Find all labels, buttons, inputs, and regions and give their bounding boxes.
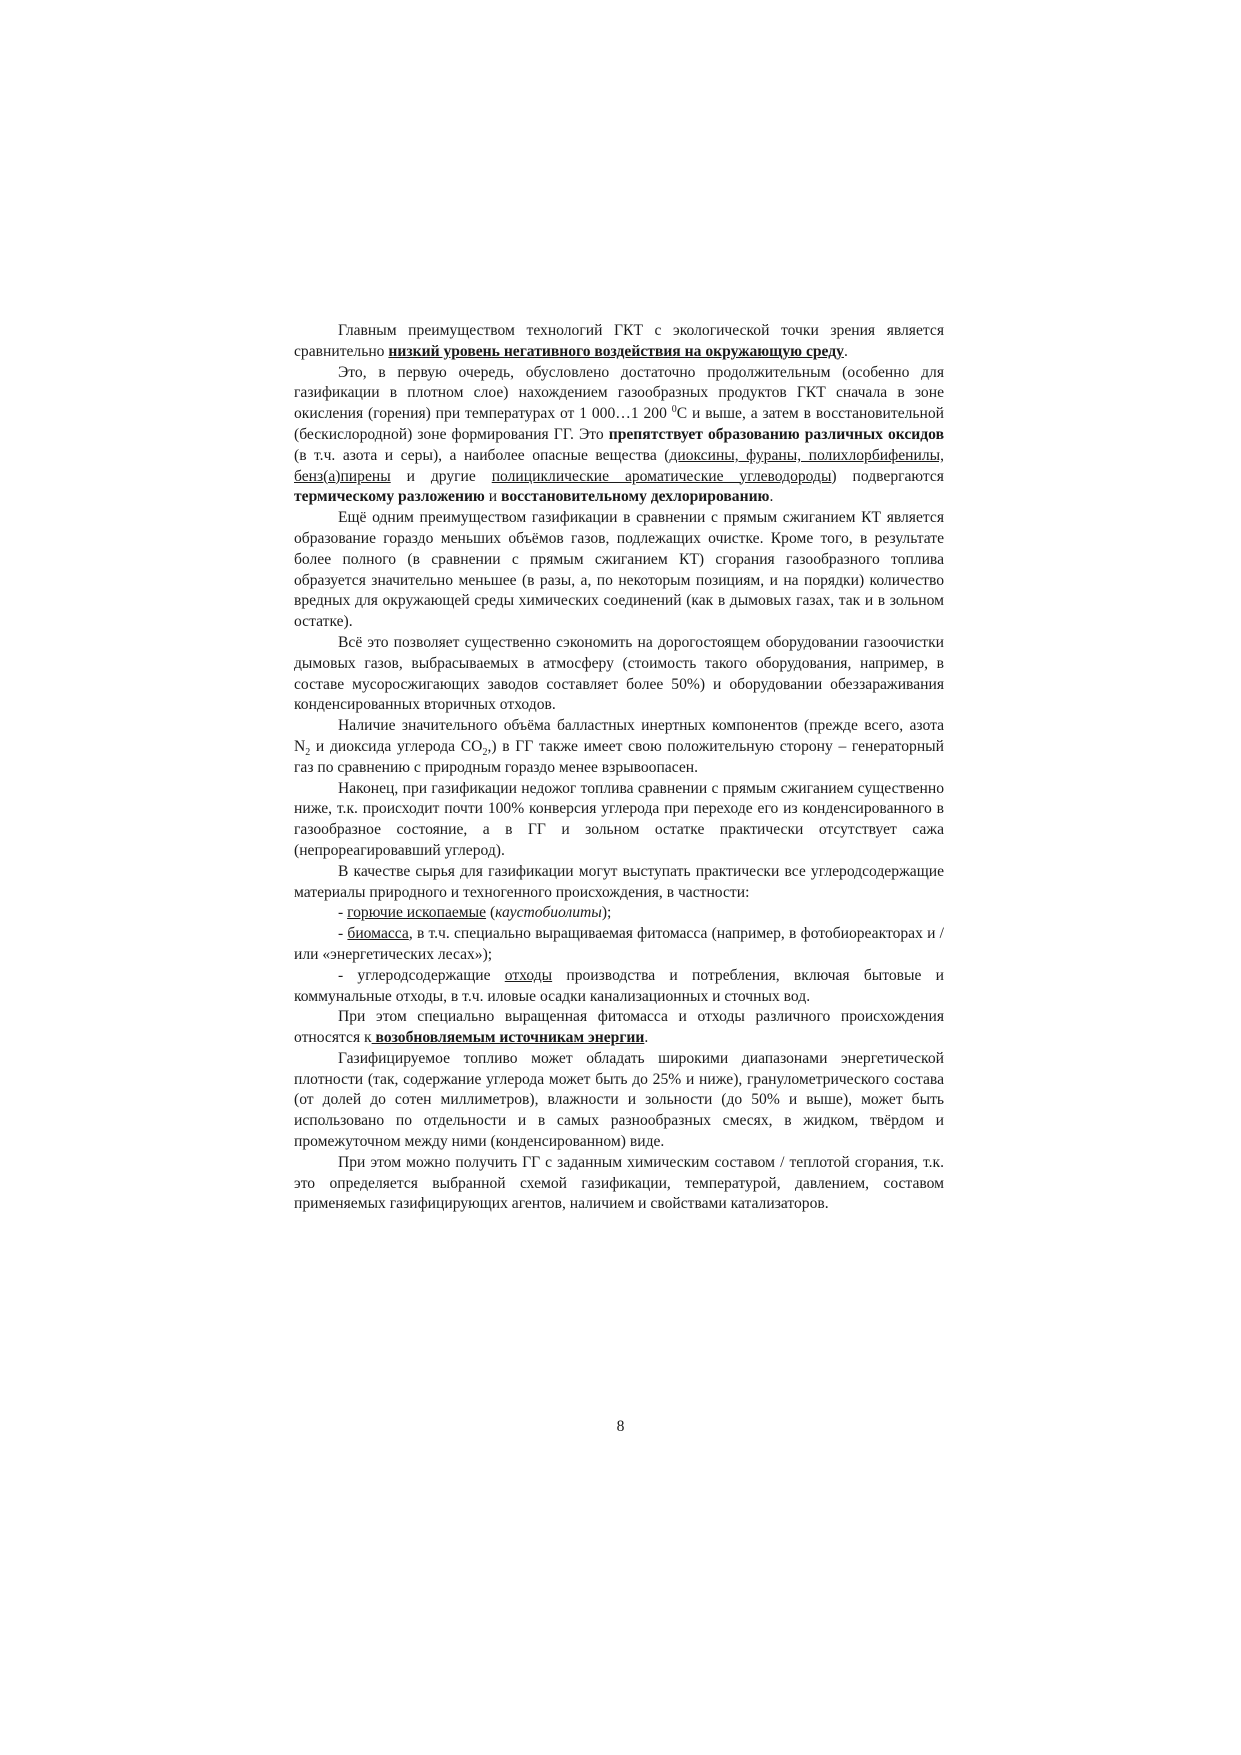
text-run: При этом можно получить ГГ с заданным химическим составом / теплотой сгорания, т.к. это определяется выбранной схемой газификации, температурой, давлением, составом применяемых газифицирующих агентов, наличием и свойствами катализаторов. bbox=[294, 1153, 944, 1213]
paragraph bbox=[294, 508, 944, 633]
text-run: При этом специально выращенная фитомасса и отходы различного происхождения относятся к bbox=[294, 1008, 944, 1047]
text-run: В качестве сырья для газификации могут выступать практически все углеродсодержащие материалы природного и техногенного происхождения, в частности: bbox=[294, 862, 944, 901]
text-run: Это, в первую очередь, обусловлено достаточно продолжительным (особенно для газификации в плотном слое) нахождением газообразных продуктов ГКТ сначала в зоне окисления (горения) при температурах от 1 000…1 200 bbox=[294, 363, 944, 423]
text-run: и диоксида углерода СО bbox=[310, 737, 483, 755]
text-run: возобновляемым источникам энергии bbox=[371, 1029, 645, 1047]
text-run: - bbox=[338, 925, 348, 943]
text-run: , в т.ч. специально выращиваемая фитомасса (например, в фотобиореакторах и / или «энергетических лесах»); bbox=[294, 925, 944, 963]
paragraph bbox=[294, 924, 944, 966]
text-run: (в т.ч. азота и серы), а наиболее опасные вещества ( bbox=[294, 446, 670, 464]
text-run: 0 bbox=[671, 404, 677, 415]
text-run: Ещё одним преимуществом газификации в сравнении с прямым сжиганием КТ является образование гораздо меньших объёмов газов, подлежащих очистке. Кроме того, в результате более полного (в сравнении с прямым сжиганием КТ) сгорания газообразного топлива образуется значительно меньшее (в разы, а, по некоторым позициям, и на порядки) количество вредных для окружающей среды химических соединений (как в дымовых газах, так и в зольном остатке). bbox=[294, 509, 944, 631]
paragraph bbox=[294, 633, 944, 716]
text-run: диоксины, фураны, полихлорбифенилы, бенз(а)пирены bbox=[294, 446, 944, 485]
text-run: Всё это позволяет существенно сэкономить на дорогостоящем оборудовании газоочистки дымовых газов, выбрасываемых в атмосферу (стоимость такого оборудования, например, в составе мусоросжигающих заводов составляет более 50%) и оборудовании обеззараживания конденсированных вторичных отходов. bbox=[294, 633, 944, 714]
text-run: 2 bbox=[305, 747, 311, 759]
paragraph bbox=[294, 903, 944, 924]
paragraph bbox=[294, 716, 944, 778]
paragraph bbox=[294, 862, 944, 904]
text-run: полициклические ароматические углеводороды bbox=[491, 467, 832, 485]
text-run: 2 bbox=[482, 747, 488, 759]
text-run: - углеродсодержащие bbox=[338, 966, 505, 984]
text-run: . bbox=[843, 342, 848, 360]
text-run: Газифицируемое топливо может обладать широкими диапазонами энергетической плотности (так, содержание углерода может быть до 25% и ниже), гранулометрического состава (от долей до сотен миллиметров), влажности и зольности (до 50% и выше), может быть использовано по отдельности и в самых разнообразных смесях, в жидком, твёрдом и промежуточном между ними (конденсированном) виде. bbox=[294, 1049, 944, 1151]
text-run: Главным преимуществом технологий ГКТ с экологической точки зрения является сравнительно bbox=[294, 322, 944, 360]
text-run: препятствует образованию различных оксидов bbox=[608, 425, 944, 443]
text-run: ( bbox=[486, 904, 496, 922]
text-run: Наличие значительного объёма балластных инертных компонентов (прежде всего, азота N bbox=[294, 717, 944, 755]
text-run: - bbox=[338, 904, 348, 922]
paragraph bbox=[294, 363, 944, 509]
text-run: восстановительному дехлорированию bbox=[501, 488, 770, 506]
paragraph bbox=[294, 779, 944, 862]
text-run: отходы bbox=[504, 966, 553, 984]
text-run: горючие ископаемые bbox=[347, 904, 487, 922]
text-run: ,) в ГГ также имеет свою положительную сторону – генераторный газ по сравнению с природным гораздо менее взрывоопасен. bbox=[294, 737, 944, 776]
text-run: каустобиолиты bbox=[495, 904, 602, 922]
paragraph bbox=[294, 1049, 944, 1153]
text-run: . bbox=[644, 1029, 649, 1047]
text-run: ) подвергаются bbox=[831, 467, 944, 485]
text-run: С и выше, а затем в восстановительной (бескислородной) зоне формирования ГГ. Это bbox=[294, 405, 945, 443]
paragraph bbox=[294, 1007, 944, 1049]
page-number: 8 bbox=[616, 1418, 625, 1435]
paragraph bbox=[294, 321, 944, 363]
text-run: термическому разложению bbox=[294, 488, 485, 506]
text-run: и bbox=[484, 488, 502, 506]
text-run: низкий уровень негативного воздействия на окружающую среду bbox=[388, 342, 844, 360]
text-run: биомасса bbox=[347, 925, 409, 943]
paragraph bbox=[294, 1153, 944, 1215]
text-run: Наконец, при газификации недожог топлива сравнении с прямым сжиганием существенно ниже, т.к. происходит почти 100% конверсия углерода при переходе его из конденсированного в газообразное состояние, а в ГГ и зольном остатке практически отсутствует сажа (непрореагировавший углерод). bbox=[294, 779, 944, 859]
text-run: производства и потребления, включая бытовые и коммунальные отходы, в т.ч. иловые осадки канализационных и сточных вод. bbox=[294, 966, 945, 1005]
document-body bbox=[294, 321, 944, 1215]
text-run: . bbox=[769, 488, 774, 506]
text-run: и другие bbox=[390, 467, 492, 485]
paragraph bbox=[294, 966, 944, 1008]
text-run: ); bbox=[601, 904, 612, 922]
